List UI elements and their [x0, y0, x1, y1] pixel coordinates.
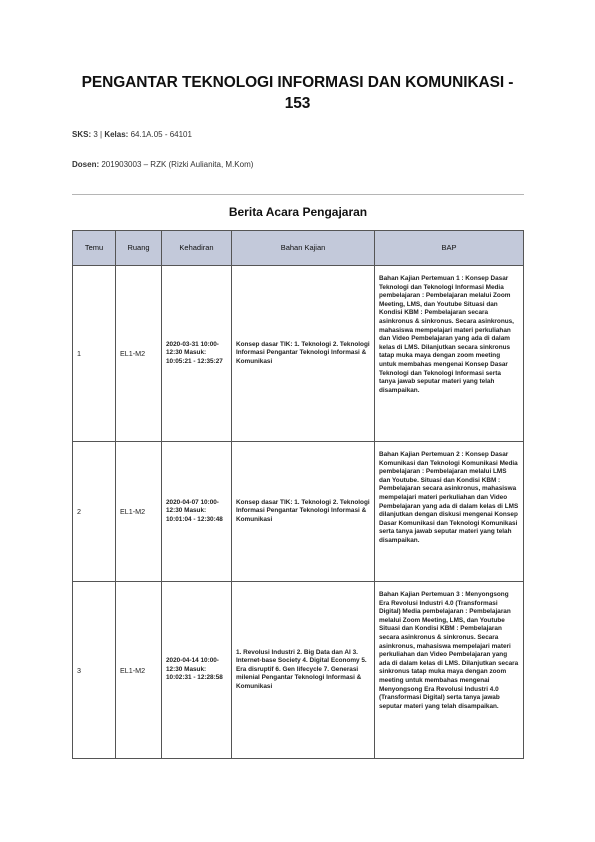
- cell-ruang: EL1-M2: [116, 442, 162, 582]
- table-header-row: [73, 231, 524, 266]
- dosen-label: Dosen:: [72, 160, 100, 169]
- column-header-bap: BAP: [375, 231, 524, 266]
- cell-kehadiran: 2020-03-31 10:00-12:30 Masuk: 10:05:21 - 12:35:27: [162, 266, 232, 442]
- kelas-label: Kelas:: [104, 130, 129, 139]
- sks-value: 3 |: [91, 130, 105, 139]
- cell-temu: 1: [73, 266, 116, 442]
- column-header-kehadiran: Kehadiran: [162, 231, 232, 266]
- column-header-temu: Temu: [73, 231, 116, 266]
- table-row: [73, 582, 524, 759]
- lecturer-info: [72, 160, 253, 169]
- bap-table: [72, 230, 524, 759]
- cell-temu: 2: [73, 442, 116, 582]
- cell-kehadiran: 2020-04-07 10:00-12:30 Masuk: 10:01:04 - 12:30:48: [162, 442, 232, 582]
- sks-label: SKS:: [72, 130, 92, 139]
- cell-bap: Bahan Kajian Pertemuan 3 : Menyongsong Era Revolusi Industri 4.0 (Transformasi Digital) Media pembelajaran : Pembelajaran melalui Zoom Meeting, LMS, dan Youtube Situasi dan Kondisi KBM : Pembelajaran secara asinkronus & sinkronus. Secara asinkronus, mahasiswa mempelajari materi perkuliahan dan Video Pembelajaran yang ada di dalam kelas di LMS. Dilanjutkan secara sinkronus tatap muka maya dengan zoom meeting untuk membahas mengenai Menyongsong Era Revolusi Industri 4.0 (Transformasi Digital) serta tanya jawab seputar materi yang telah disampaikan.: [375, 582, 524, 759]
- column-header-ruang: Ruang: [116, 231, 162, 266]
- cell-temu: 3: [73, 582, 116, 759]
- course-info: [72, 130, 192, 139]
- table-row: [73, 266, 524, 442]
- cell-ruang: EL1-M2: [116, 266, 162, 442]
- cell-bahan-kajian: Konsep dasar TIK: 1. Teknologi 2. Teknologi Informasi Pengantar Teknologi Informasi & Komunikasi: [232, 442, 375, 582]
- kelas-value: 64.1A.05 - 64101: [128, 130, 192, 139]
- section-title: Berita Acara Pengajaran: [228, 205, 368, 219]
- cell-bap: Bahan Kajian Pertemuan 1 : Konsep Dasar Teknologi dan Teknologi Informasi Media pembelajaran : Pembelajaran melalui Zoom Meeting, LMS, dan Youtube Situasi dan Kondisi KBM : Pembelajaran secara asinkronus & sinkronus. Secara asinkronus, mahasiswa mempelajari materi perkuliahan dan Video Pembelajaran yang ada di dalam kelas di LMS. Dilanjutkan secara sinkronus tatap muka maya dengan zoom meeting untuk membahas mengenai Konsep Dasar Teknologi dan Teknologi Informasi serta tanya jawab seputar materi yang telah disampaikan.: [375, 266, 524, 442]
- column-header-bahan-kajian: Bahan Kajian: [232, 231, 375, 266]
- cell-ruang: EL1-M2: [116, 582, 162, 759]
- page-title: PENGANTAR TEKNOLOGI INFORMASI DAN KOMUNIKASI - 153: [81, 74, 514, 112]
- cell-bahan-kajian: 1. Revolusi Industri 2. Big Data dan AI 3. Internet-base Society 4. Digital Economy 5. Era disruptif 6. Gen lifecycle 7. Generasi milenial Pengantar Teknologi Informasi & Komunikasi: [232, 582, 375, 759]
- divider: [72, 194, 524, 195]
- cell-bap: Bahan Kajian Pertemuan 2 : Konsep Dasar Komunikasi dan Teknologi Komunikasi Media pembelajaran : Pembelajaran melalui LMS dan Youtube. Situasi dan Kondisi KBM : Pembelajaran secara asinkronus, mahasiswa mempelajari materi perkuliahan dan Video Pembelajaran yang ada di dalam kelas di LMS dilanjutkan dengan diskusi mengenai Konsep Dasar Komunikasi dan Teknologi Komunikasi serta tanya jawab seputar materi yang telah disampaikan.: [375, 442, 524, 582]
- cell-kehadiran: 2020-04-14 10:00-12:30 Masuk: 10:02:31 - 12:28:58: [162, 582, 232, 759]
- table-row: [73, 442, 524, 582]
- cell-bahan-kajian: Konsep dasar TIK: 1. Teknologi 2. Teknologi Informasi Pengantar Teknologi Informasi & Komunikasi: [232, 266, 375, 442]
- dosen-value: 201903003 – RZK (Rizki Aulianita, M.Kom): [99, 160, 254, 169]
